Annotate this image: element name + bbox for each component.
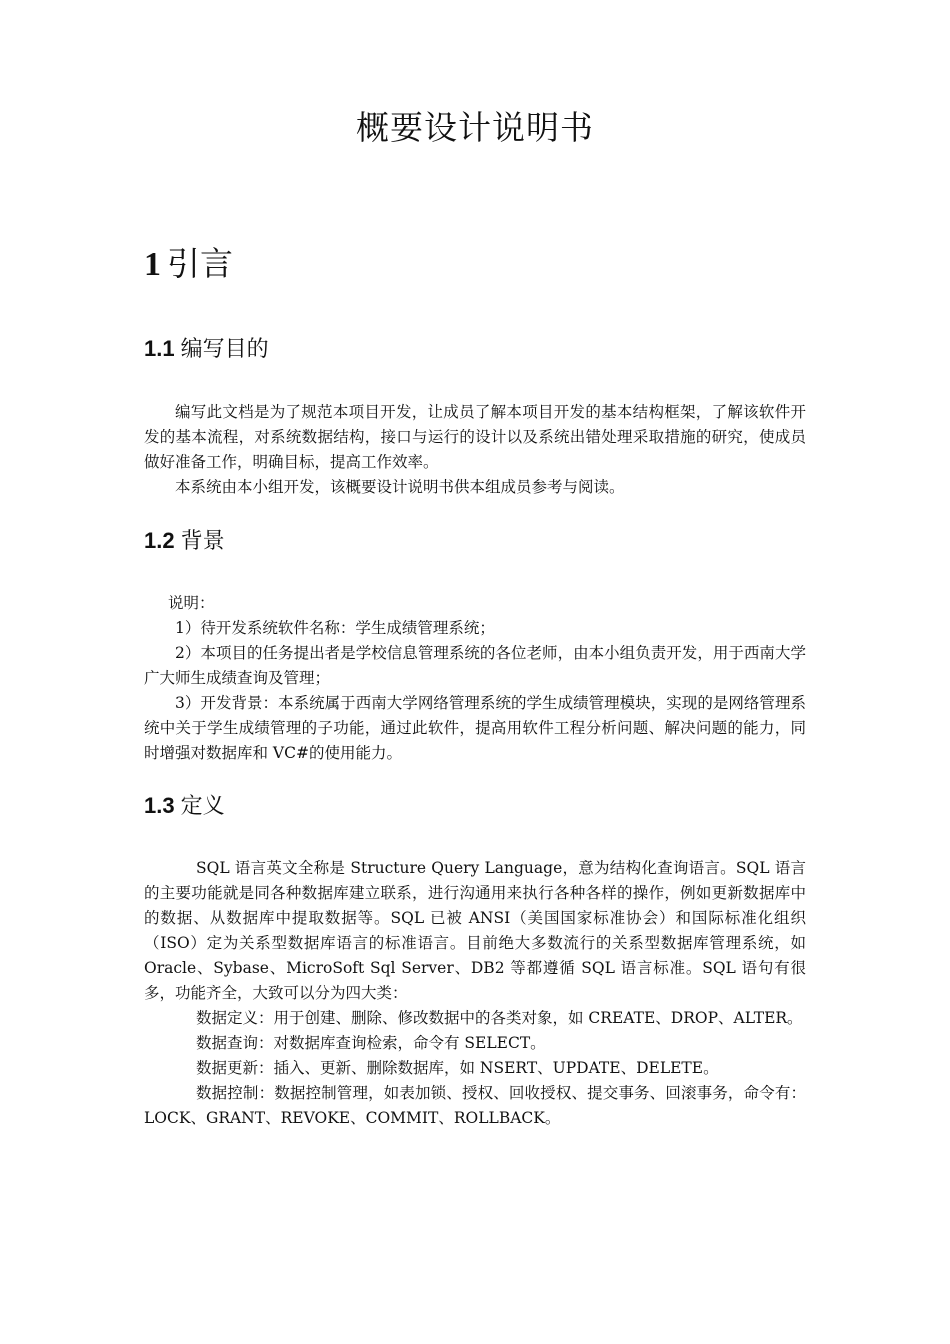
section-1-3-title: 定义 [180,794,225,819]
background-item-3: 3）开发背景：本系统属于西南大学网络管理系统的学生成绩管理模块，实现的是网络管理系统中关于学生成绩管理的子功能，通过此软件，提高用软件工程分析问题、解决问题的能力，同时增强对数据库和 VC#的使用能力。 [144,694,806,762]
section-1-2-title: 背景 [180,529,225,554]
section-1-2-body [144,591,806,766]
sql-category-control: 数据控制：数据控制管理，如表加锁、授权、回收授权、提交事务、回滚事务，命令有：LOCK、GRANT、REVOKE、COMMIT、ROLLBACK。 [144,1084,806,1127]
purpose-paragraph: 编写此文档是为了规范本项目开发，让成员了解本项目开发的基本结构框架，了解该软件开发的基本流程，对系统数据结构，接口与运行的设计以及系统出错处理采取措施的研究，使成员做好准备工作，明确目标，提高工作效率。 [144,403,806,471]
background-item-1: 1）待开发系统软件名称：学生成绩管理系统； [175,619,495,637]
section-1-title: 引言 [167,244,233,283]
section-1-3-number: 1.3 [144,793,175,818]
background-item-2: 2）本项目的任务提出者是学校信息管理系统的各位老师，由本小组负责开发，用于西南大学广大师生成绩查询及管理； [144,644,806,687]
section-1-1-title: 编写目的 [180,337,269,362]
section-1-3-heading [144,789,225,820]
section-1-2-heading [144,524,225,555]
scope-paragraph: 本系统由本小组开发，该概要设计说明书供本组成员参考与阅读。 [175,478,625,496]
sql-definition-paragraph: SQL 语言英文全称是 Structure Query Language，意为结构化查询语言。SQL 语言的主要功能就是同各种数据库建立联系，进行沟通用来执行各种各样的操作，例如更新数据库中的数据、从数据库中提取数据等。SQL 已被 ANSI（美国国家标准协会）和国际标准化组织（ISO）定为关系型数据库语言的标准语言。目前绝大多数流行的关系型数据库管理系统，如 Oracle、Sybase、MicroSoft Sql Server、DB2 等都遵循 SQL 语言标准。SQL 语句有很多，功能齐全，大致可以分为四大类： [144,859,806,1002]
section-1-1-heading [144,332,269,363]
section-1-number: 1 [144,246,161,283]
background-label: 说明： [168,594,215,612]
section-1-3-body [144,856,806,1131]
sql-category-definition: 数据定义：用于创建、删除、修改数据中的各类对象，如 CREATE、DROP、ALTER。 [196,1009,803,1027]
section-1-1-body [144,400,806,500]
sql-category-update: 数据更新：插入、更新、删除数据库，如 NSERT、UPDATE、DELETE。 [196,1059,719,1077]
document-title: 概要设计说明书 [356,108,594,147]
section-1-1-number: 1.1 [144,336,175,361]
section-1-2-number: 1.2 [144,528,175,553]
section-1-heading [144,238,233,285]
sql-category-query: 数据查询：对数据库查询检索，命令有 SELECT。 [196,1034,546,1052]
